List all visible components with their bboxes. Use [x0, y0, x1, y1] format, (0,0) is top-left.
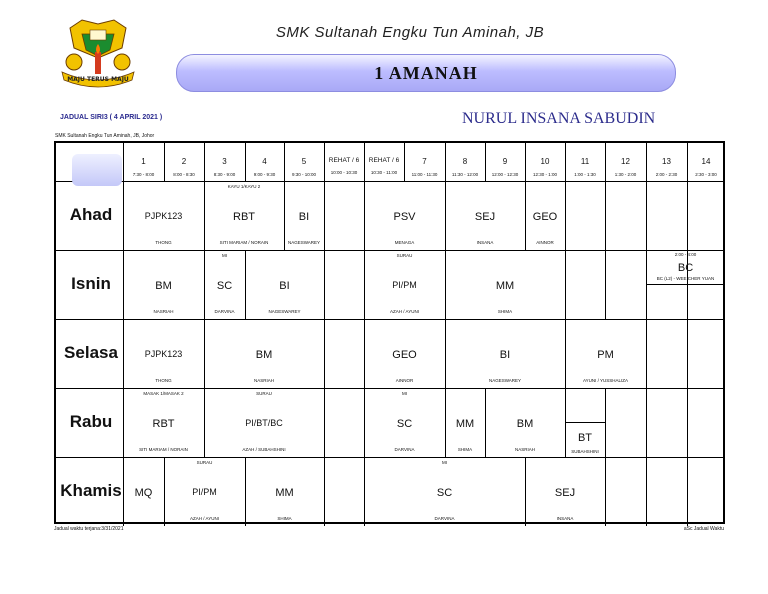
period-number: REHAT / 6	[328, 157, 360, 164]
lesson-teacher: SITI MARIAM / NORAIN	[219, 240, 269, 245]
lesson-teacher: INSANA	[476, 240, 494, 245]
lesson-cell[interactable]	[565, 422, 605, 457]
timetable-series-label: JADUAL SIRI3 ( 4 APRIL 2021 )	[60, 114, 163, 121]
lesson-subject: SC	[436, 487, 453, 499]
lesson-cell[interactable]	[123, 457, 164, 526]
period-header	[404, 143, 445, 181]
lesson-cell[interactable]	[284, 181, 324, 250]
day-selasa: Selasa	[64, 343, 118, 362]
lesson-room: SURAU	[396, 253, 413, 258]
period-number: 3	[222, 157, 227, 166]
lesson-room: MI	[402, 391, 407, 396]
lesson-cell[interactable]	[123, 319, 204, 388]
period-number: 7	[422, 157, 427, 166]
period-header	[565, 143, 605, 181]
grid-line	[565, 181, 566, 250]
lesson-teacher: DARVINA	[394, 447, 415, 452]
period-header	[485, 143, 525, 181]
lesson-cell[interactable]	[445, 250, 565, 319]
grid-line	[687, 457, 688, 526]
grid-line	[646, 388, 647, 457]
lesson-cell[interactable]	[164, 457, 245, 526]
period-time: 2:30 - 3:00	[695, 172, 717, 177]
period-header	[525, 143, 565, 181]
lesson-subject: GEO	[392, 349, 417, 361]
lesson-room: KAYU 1/KAYU 2	[227, 184, 261, 189]
period-number: 2	[181, 157, 187, 166]
lesson-subject: PJPK123	[144, 211, 183, 221]
period-header	[284, 143, 324, 181]
class-name-banner	[176, 54, 676, 92]
lesson-cell[interactable]	[204, 388, 324, 457]
lesson-subject: SC	[396, 418, 413, 430]
lesson-subject: PI/BT/BC	[245, 418, 283, 428]
lesson-subject: BM	[255, 349, 273, 361]
grid-line	[245, 143, 246, 181]
lesson-cell[interactable]	[525, 457, 605, 526]
lesson-subject: PSV	[393, 211, 416, 223]
lesson-subject: SEJ	[474, 211, 496, 223]
grid-line	[284, 143, 285, 181]
lesson-cell[interactable]	[245, 250, 324, 319]
period-header	[164, 143, 204, 181]
lesson-cell[interactable]	[204, 319, 324, 388]
period-header	[123, 143, 164, 181]
grid-line	[445, 143, 446, 181]
lesson-cell[interactable]	[364, 319, 445, 388]
period-time: 11:00 - 11:30	[411, 172, 438, 177]
grid-line	[324, 457, 325, 526]
lesson-cell[interactable]	[364, 181, 445, 250]
lesson-cell[interactable]	[364, 457, 525, 526]
timetable-grid	[54, 141, 725, 524]
lesson-cell[interactable]	[123, 181, 204, 250]
grid-line	[164, 143, 165, 181]
lesson-teacher: AYUNI / YUSSHALIZA	[582, 378, 629, 383]
lesson-cell[interactable]	[485, 388, 565, 457]
grid-line	[687, 388, 688, 457]
grid-line	[646, 284, 725, 285]
grid-line	[364, 143, 365, 181]
period-header	[687, 143, 725, 181]
lesson-teacher: SHIMA	[497, 309, 513, 314]
lesson-subject: BI	[279, 280, 290, 292]
school-title: SMK Sultanah Engku Tun Aminah, JB	[275, 24, 545, 41]
school-address: SMK Sultanah Engku Tun Aminah, JB, Johor	[55, 133, 155, 139]
lesson-subject: PI/PM	[392, 280, 417, 290]
lesson-subject: MM	[275, 487, 294, 499]
lesson-cell[interactable]	[245, 457, 324, 526]
grid-line	[404, 143, 405, 181]
period-time: 11:30 - 12:00	[451, 172, 479, 177]
grid-line	[605, 388, 606, 457]
period-number: 10	[540, 157, 550, 166]
lesson-subject: RBT	[152, 418, 175, 430]
grid-line	[605, 250, 606, 319]
svg-text:MAJU TERUS MAJU: MAJU TERUS MAJU	[67, 76, 129, 83]
lesson-teacher: AINNOR	[536, 240, 554, 245]
day-rabu: Rabu	[69, 412, 113, 431]
lesson-cell[interactable]	[364, 250, 445, 319]
grid-line	[565, 250, 566, 319]
period-header	[324, 143, 364, 181]
lesson-subject: GEO	[532, 211, 558, 223]
lesson-teacher: AZAH / AYUNI	[190, 516, 219, 521]
lesson-teacher: MENAGA	[394, 240, 415, 245]
lesson-teacher: NASRIAH	[253, 378, 274, 383]
lesson-room: 2:00 - 4:00	[674, 252, 697, 257]
period-time: 1:30 - 2:00	[614, 172, 637, 177]
lesson-subject: BM	[155, 280, 172, 292]
grid-line	[324, 143, 325, 181]
grid-line	[605, 143, 606, 181]
grid-line	[687, 319, 688, 388]
lesson-subject: RBT	[233, 211, 255, 223]
lesson-teacher: NASRIAH	[153, 309, 174, 314]
lesson-cell[interactable]	[565, 319, 646, 388]
period-time: 12:00 - 12:30	[491, 172, 519, 177]
lesson-teacher: SUBAHSHINI	[571, 449, 599, 454]
lesson-cell[interactable]	[123, 250, 204, 319]
lesson-cell[interactable]	[204, 181, 284, 250]
lesson-cell[interactable]	[646, 250, 725, 284]
day-khamis: Khamis	[60, 481, 122, 500]
period-time: 9:00 - 9:30	[253, 172, 276, 177]
lesson-cell[interactable]	[445, 181, 525, 250]
period-number: 12	[621, 157, 630, 166]
day-ahad: Ahad	[69, 205, 113, 224]
lesson-room: SURAU	[256, 391, 272, 396]
period-time: 8:30 - 9:00	[213, 172, 236, 177]
lesson-room: MI	[442, 460, 447, 465]
lesson-subject: BC	[677, 262, 694, 274]
period-time: 10:00 - 10:30	[330, 170, 358, 175]
grid-line	[324, 181, 325, 250]
period-number: 4	[262, 157, 267, 166]
grid-line	[565, 143, 566, 181]
lesson-teacher: NAGESWAREY	[488, 378, 522, 383]
lesson-teacher: SHIMA	[277, 516, 292, 521]
class-name: 1 AMANAH	[374, 62, 478, 83]
period-header	[364, 143, 404, 181]
grid-line	[324, 388, 325, 457]
grid-line	[687, 181, 688, 250]
lesson-subject: BI	[499, 349, 511, 361]
lesson-teacher: INSANA	[556, 516, 574, 521]
lesson-teacher: AINNOR	[395, 378, 414, 383]
school-crest-logo	[60, 18, 136, 90]
period-time: 9:30 - 10:00	[291, 172, 317, 177]
period-number: 13	[662, 157, 671, 166]
grid-line	[485, 143, 486, 181]
lesson-cell[interactable]	[364, 388, 445, 457]
lesson-room: SURAU	[196, 460, 213, 465]
grid-line	[204, 143, 205, 181]
period-number: 1	[141, 157, 146, 166]
period-time: 10:30 - 11:00	[370, 170, 398, 175]
lesson-subject: PJPK123	[144, 349, 183, 359]
lesson-teacher: DARVINA	[434, 516, 455, 521]
period-number: 11	[580, 157, 590, 166]
period-header	[245, 143, 284, 181]
period-time: 12:30 - 1:00	[532, 172, 558, 177]
generated-date: Jadual waktu terjana:3/31/2021	[54, 526, 124, 532]
grid-line	[324, 319, 325, 388]
lesson-teacher: AZAH / AYUNI	[390, 309, 419, 314]
period-header	[646, 143, 687, 181]
software-credit: aSc Jadual Waktu	[683, 526, 724, 532]
lesson-teacher: THONG	[155, 240, 172, 245]
lesson-subject: SEJ	[554, 487, 576, 499]
lesson-teacher: THONG	[155, 378, 172, 383]
period-time: 7:30 - 8:00	[132, 172, 155, 177]
day-isnin: Isnin	[71, 274, 111, 293]
lesson-subject: PI/PM	[192, 487, 217, 497]
grid-line	[646, 181, 647, 250]
period-time: 1:00 - 1:30	[574, 172, 596, 177]
lesson-subject: BT	[577, 432, 593, 444]
period-time: 2:00 - 2:30	[655, 172, 678, 177]
grid-line	[646, 143, 647, 181]
lesson-teacher: NAGESWAREY	[287, 240, 321, 245]
grid-line	[324, 250, 325, 319]
lesson-teacher: DARVINA	[214, 309, 235, 314]
lesson-subject: MQ	[134, 487, 153, 499]
period-number: 9	[502, 157, 508, 166]
grid-line	[605, 181, 606, 250]
period-time: 8:00 - 8:30	[173, 172, 195, 177]
lesson-subject: MM	[495, 280, 515, 292]
lesson-cell[interactable]	[445, 388, 485, 457]
lesson-teacher: AZAH / SUBAHSHINI	[242, 447, 286, 452]
teacher-name: NURUL INSANA SABUDIN	[462, 110, 656, 127]
period-number: REHAT / 6	[368, 157, 400, 164]
lesson-room: MASAK 1/MASAK 2	[143, 391, 184, 396]
lesson-teacher: SITI MARIAM / NORAIN	[139, 447, 188, 452]
grid-line	[525, 143, 526, 181]
grid-line	[687, 143, 688, 181]
period-header	[445, 143, 485, 181]
period-number: 8	[462, 157, 468, 166]
lesson-teacher: BC (L2) - WEE CHER YUAN	[656, 276, 715, 281]
lesson-cell[interactable]	[204, 250, 245, 319]
lesson-room: MI	[222, 253, 227, 258]
lesson-cell[interactable]	[525, 181, 565, 250]
lesson-teacher: NAGESWAREY	[268, 309, 301, 314]
lesson-subject: PM	[597, 349, 614, 361]
lesson-subject: MM	[455, 418, 475, 430]
period-number: 5	[301, 157, 307, 166]
grid-line	[605, 457, 606, 526]
grid-line	[646, 457, 647, 526]
lesson-teacher: NASRIAH	[514, 447, 535, 452]
period-number: 14	[701, 157, 711, 166]
lesson-subject: BI	[298, 211, 310, 223]
period-header	[605, 143, 646, 181]
header-corner-pill	[72, 154, 122, 186]
period-header	[204, 143, 245, 181]
lesson-cell[interactable]	[123, 388, 204, 457]
lesson-cell[interactable]	[445, 319, 565, 388]
grid-line	[646, 319, 647, 388]
lesson-subject: BM	[516, 418, 534, 430]
lesson-teacher: SHIMA	[457, 447, 473, 452]
lesson-subject: SC	[216, 280, 233, 292]
